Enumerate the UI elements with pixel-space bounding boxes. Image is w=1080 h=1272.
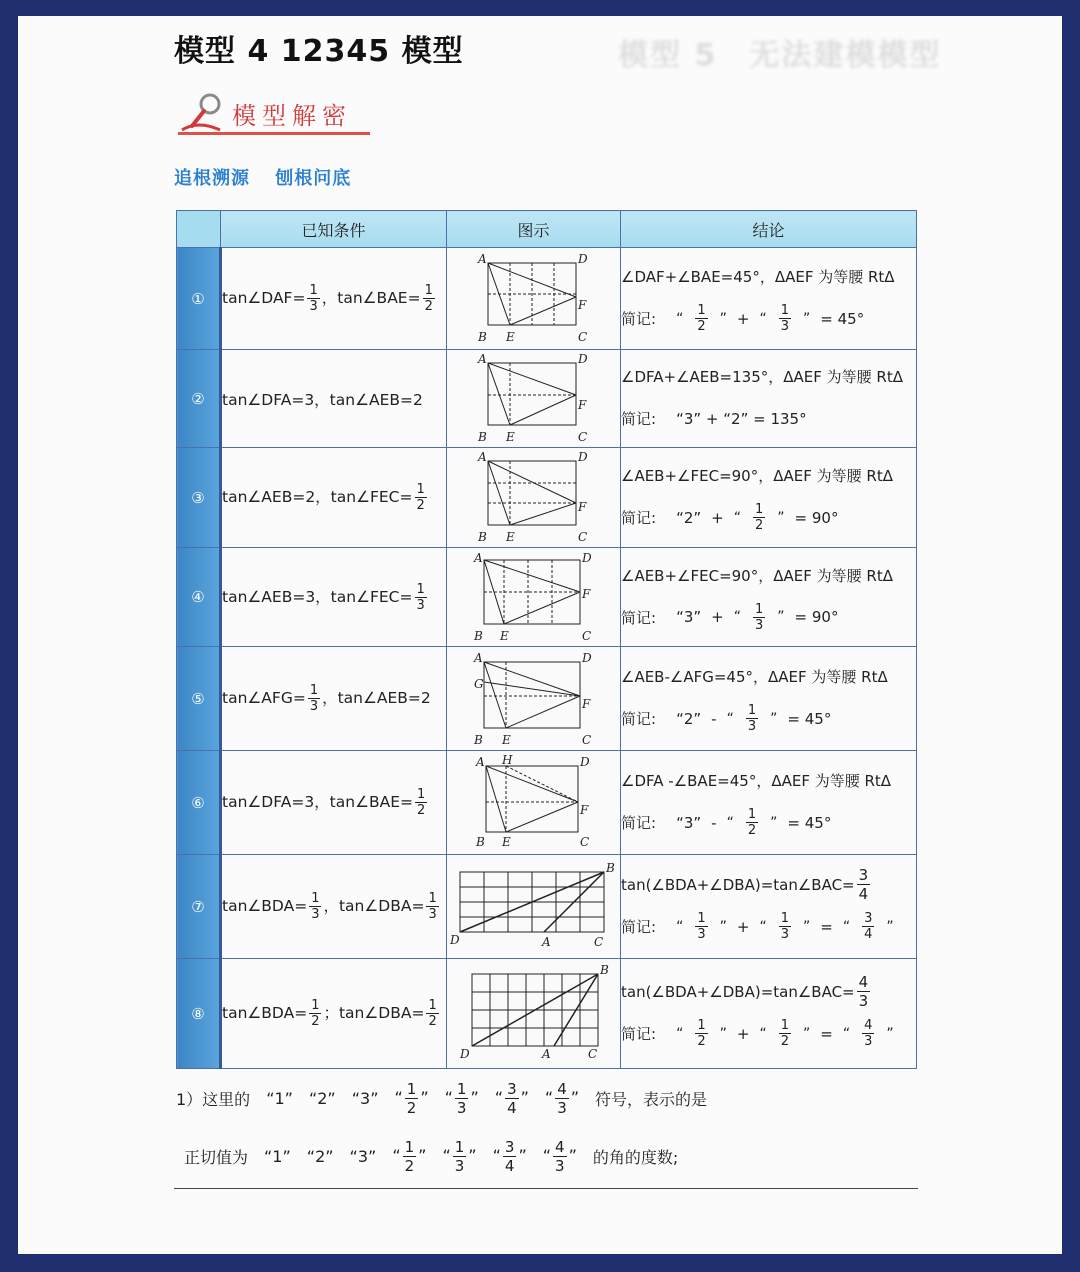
cond-fraction: $\frac{1}{3}$ [311, 891, 320, 922]
note-line: 简记: “2” + “ 1 2 ” = 90° [621, 502, 839, 533]
svg-text:B: B [477, 529, 487, 543]
row-condition [221, 647, 447, 751]
row-figure [447, 448, 621, 548]
svg-text:C: C [581, 629, 591, 642]
svg-text:A: A [477, 351, 487, 366]
row-number: ③ [177, 448, 221, 548]
magnifier-icon [180, 90, 230, 136]
svg-text:F: F [579, 802, 588, 817]
svg-text:H: H [501, 752, 512, 767]
row-conclusion [621, 959, 917, 1069]
note-op: + [736, 917, 750, 936]
note-fraction: 1 2 [697, 303, 706, 334]
table-row [177, 448, 917, 548]
conclusion-text: ∠AEB-∠AFG=45°，ΔAEF 为等腰 RtΔ [621, 668, 888, 686]
svg-text:E: E [499, 629, 509, 642]
cond-text: tan∠AEB=3，tan∠FEC= [222, 587, 413, 606]
row-figure [447, 548, 621, 647]
footnote-fraction: “ $\frac{4}{3}$ ” [544, 1080, 580, 1117]
row-conclusion [621, 350, 917, 448]
svg-text:B: B [599, 962, 609, 977]
footnote-term: “2” [308, 1089, 336, 1108]
note-label: 简记: [621, 1025, 657, 1043]
note-term: “3” [676, 813, 702, 832]
svg-text:A: A [541, 1046, 551, 1061]
note-line: 简记: “ 1 3 ” + “ 1 3 ” = “ 3 4 ” [621, 911, 894, 942]
cond-fraction: $\frac{1}{2}$ [428, 998, 437, 1029]
conclusion-text: ∠DFA+∠AEB=135°，ΔAEF 为等腰 RtΔ [621, 368, 903, 386]
section-badge [174, 88, 374, 144]
svg-text:G: G [473, 676, 484, 691]
note-fraction: 1 2 [755, 502, 764, 533]
cond-text: tan∠DBA= [338, 1004, 425, 1022]
svg-text:B: B [473, 732, 483, 746]
row-number: ② [177, 350, 221, 448]
badge-label: 模型解密 [232, 102, 352, 130]
svg-text:F: F [577, 397, 586, 412]
svg-text:C: C [577, 529, 587, 543]
note-result: = 45° [787, 813, 832, 832]
conclusion-fraction: $\frac{4}{3}$ [858, 973, 869, 1010]
svg-text:F: F [577, 499, 586, 514]
svg-text:B: B [605, 860, 615, 875]
note-label: 简记: [621, 608, 657, 627]
note-line: 简记: “3” - “ 1 2 ” = 45° [621, 807, 832, 838]
note-line [621, 397, 916, 441]
table-row [177, 350, 917, 448]
row-condition [221, 751, 447, 855]
svg-text:F: F [581, 587, 590, 601]
row-condition [221, 448, 447, 548]
svg-text:D: D [577, 251, 588, 266]
row-conclusion [621, 751, 917, 855]
note-fraction: 3 4 [864, 911, 873, 942]
footnote-term: “3” [351, 1089, 379, 1108]
note-label: 简记: [621, 814, 657, 832]
note-term: “2” [676, 508, 702, 527]
footnote-fraction: “ $\frac{4}{3}$ ” [542, 1138, 577, 1175]
conclusion-text: tan(∠BDA+∠DBA)=tan∠BAC= $\frac{3}{4}$ [621, 866, 869, 903]
row-figure [447, 350, 621, 448]
svg-text:E: E [505, 329, 515, 344]
svg-text:B: B [477, 429, 487, 443]
note-fraction: 1 3 [780, 303, 789, 334]
table-row [177, 248, 917, 350]
row-condition [221, 959, 447, 1069]
svg-text:F: F [577, 297, 586, 312]
svg-text:A: A [477, 449, 487, 464]
cond-text: tan∠DAF= [222, 289, 306, 307]
note-fraction: 1 2 [747, 807, 757, 838]
cond-fraction: $\frac{1}{3}$ [309, 683, 319, 714]
svg-text:D: D [579, 754, 590, 769]
cond-sep: ， [323, 897, 339, 915]
row-condition: tan∠DFA=3，tan∠AEB=2 [221, 350, 447, 448]
bleed-through-text: 模型 5 无法建模模型 [618, 38, 942, 73]
row-condition [221, 548, 447, 647]
header-conclusion: 结论 [621, 211, 917, 248]
row-conclusion [621, 448, 917, 548]
note-label: 简记: [621, 710, 657, 728]
note-label: 简记: [621, 310, 657, 328]
row-figure [447, 959, 621, 1069]
footnote-term: “3” [349, 1147, 377, 1166]
row-conclusion [621, 855, 917, 959]
svg-text:A: A [477, 251, 487, 266]
subtitle-a: 追根溯源 [174, 168, 250, 189]
row-number: ⑥ [177, 751, 221, 855]
note-fraction: 1 3 [780, 911, 789, 942]
geometry-figure [472, 548, 596, 642]
svg-text:E: E [501, 834, 511, 849]
footnote-fraction: “ $\frac{3}{4}$ ” [494, 1080, 529, 1117]
cond-fraction: $\frac{1}{2}$ [311, 998, 320, 1029]
cond-text: tan∠BDA= [222, 1004, 308, 1022]
svg-text:A: A [473, 551, 483, 565]
note-op: + [736, 309, 750, 328]
geometry-figure [474, 449, 594, 543]
conclusion-text: ∠DFA -∠BAE=45°，ΔAEF 为等腰 RtΔ [621, 772, 892, 790]
svg-text:F: F [581, 696, 590, 711]
footnote-line-2 [184, 1138, 678, 1175]
cond-sep: ， [322, 689, 338, 707]
conclusion-text: ∠AEB+∠FEC=90°，ΔAEF 为等腰 RtΔ [621, 467, 893, 485]
row-figure [447, 248, 621, 350]
conclusion-text: ∠DAF+∠BAE=45°，ΔAEF 为等腰 RtΔ [621, 268, 895, 286]
conclusion-text: tan(∠BDA+∠DBA)=tan∠BAC= $\frac{4}{3}$ [621, 973, 869, 1010]
note-fraction: 4 3 [864, 1018, 873, 1049]
header-blank [177, 211, 221, 248]
table-row [177, 959, 917, 1069]
table-row [177, 751, 917, 855]
row-figure [447, 855, 621, 959]
footnote-line-1 [176, 1080, 707, 1117]
footnote-prefix: 1）这里的 [176, 1090, 251, 1109]
cond-text: tan∠AEB=2，tan∠FEC= [222, 488, 413, 506]
geometry-figure [474, 249, 594, 345]
note-fraction: 1 3 [747, 703, 757, 734]
footnote-fraction: “ $\frac{1}{2}$ ” [394, 1080, 429, 1117]
cond-fraction: $\frac{1}{3}$ [309, 283, 318, 314]
geometry-figure [450, 962, 618, 1062]
note-fraction: 1 3 [697, 911, 706, 942]
cond-fraction: $\frac{1}{3}$ [416, 581, 425, 613]
table-row [177, 548, 917, 647]
cond-sep: ， [321, 289, 338, 307]
note-eq: = [820, 917, 833, 936]
note-result: = 90° [794, 608, 839, 626]
row-conclusion [621, 647, 917, 751]
geometry-figure [472, 648, 596, 746]
note-op: + [711, 508, 724, 527]
cond-text: tan∠DBA= [338, 897, 425, 915]
note-label: 简记: [621, 509, 657, 527]
note-result: = 45° [820, 309, 865, 328]
svg-text:B: B [475, 834, 485, 849]
note-op: + [736, 1024, 750, 1043]
note-result: = 45° [787, 709, 832, 728]
geometry-figure [474, 351, 594, 443]
footnote-prefix: 正切值为 [184, 1148, 249, 1167]
document-page [18, 16, 1062, 1254]
subtitle-b: 刨根问底 [275, 168, 352, 189]
page-title: 模型 4 12345 模型 [174, 34, 464, 69]
row-conclusion [621, 548, 917, 647]
header-figure: 图示 [447, 211, 621, 248]
note-label: 简记: [621, 410, 657, 428]
row-number: ⑤ [177, 647, 221, 751]
conclusion-text: ∠AEB+∠FEC=90°，ΔAEF 为等腰 RtΔ [621, 566, 893, 585]
footer-rule [174, 1188, 918, 1189]
footnote-fraction: “ $\frac{1}{3}$ ” [444, 1080, 479, 1117]
geometry-figure [472, 752, 596, 850]
row-number: ⑦ [177, 855, 221, 959]
badge-underline [178, 132, 370, 135]
cond-text: tan∠BDA= [222, 897, 308, 915]
row-figure [447, 751, 621, 855]
note-term: “3” [676, 608, 702, 626]
svg-text:B: B [473, 629, 483, 642]
svg-text:C: C [581, 732, 591, 746]
cond-text: tan∠AFG= [222, 689, 306, 707]
row-condition [221, 248, 447, 350]
note-label: 简记: [621, 918, 657, 936]
cond-text: tan∠AEB=2 [337, 689, 431, 707]
cond-fraction: $\frac{1}{2}$ [416, 482, 425, 513]
svg-text:C: C [579, 834, 589, 849]
svg-text:D: D [581, 650, 592, 665]
svg-text:C: C [577, 329, 587, 344]
table-row [177, 855, 917, 959]
table-header-row [177, 211, 917, 248]
svg-text:D: D [449, 932, 460, 947]
row-number: ① [177, 248, 221, 350]
note-line: 简记: “2” - “ 1 3 ” = 45° [621, 703, 832, 734]
footnote-term: “2” [306, 1147, 334, 1166]
footnote-suffix: 的角的度数; [592, 1148, 679, 1167]
footnote-fraction: “ $\frac{1}{2}$ ” [392, 1138, 427, 1175]
svg-text:A: A [473, 650, 483, 665]
svg-text:E: E [501, 732, 511, 746]
footnote-term: “1” [264, 1147, 291, 1166]
row-conclusion [621, 248, 917, 350]
subtitle [174, 164, 369, 190]
svg-text:E: E [505, 429, 515, 443]
note-line: 简记: “ 1 2 ” + “ 1 3 ” = 45° [621, 303, 865, 334]
footnote-fraction: “ $\frac{3}{4}$ ” [492, 1138, 527, 1175]
note-fraction: 1 2 [780, 1018, 789, 1049]
note-fraction: 1 2 [697, 1018, 706, 1049]
note-eq: = [820, 1024, 833, 1043]
svg-text:A: A [541, 934, 551, 949]
cond-fraction: $\frac{1}{2}$ [424, 283, 433, 314]
cond-fraction: $\frac{1}{2}$ [417, 787, 426, 818]
svg-text:C: C [577, 429, 587, 443]
svg-text:B: B [477, 329, 487, 344]
svg-text:D: D [577, 351, 588, 366]
svg-text:C: C [593, 934, 603, 949]
note-op: - [711, 709, 717, 728]
svg-text:E: E [505, 529, 515, 543]
svg-text:D: D [577, 449, 588, 464]
cond-fraction: $\frac{1}{3}$ [428, 891, 437, 922]
note-line: 简记: “ 1 2 ” + “ 1 2 ” = “ 4 3 ” [621, 1018, 894, 1049]
model-table [176, 210, 917, 1069]
conclusion-fraction: $\frac{3}{4}$ [858, 866, 869, 903]
note-text: “3” + “2” = 135° [676, 409, 807, 428]
row-figure [447, 647, 621, 751]
footnote-fraction: “ $\frac{1}{3}$ ” [442, 1138, 477, 1175]
svg-text:A: A [475, 754, 485, 769]
row-number: ④ [177, 548, 221, 647]
footnote-suffix: 符号，表示的是 [595, 1090, 708, 1109]
svg-text:C: C [587, 1046, 597, 1061]
row-number: ⑧ [177, 959, 221, 1069]
svg-text:D: D [459, 1046, 470, 1061]
note-result: = 90° [794, 508, 839, 527]
note-fraction: 1 3 [755, 601, 764, 633]
note-line: 简记: “3” + “ 1 3 ” = 90° [621, 601, 839, 633]
cond-sep: ； [323, 1004, 339, 1022]
header-condition: 已知条件 [221, 211, 447, 248]
note-op: + [711, 608, 724, 626]
note-term: “2” [676, 709, 702, 728]
footnote-term: “1” [266, 1089, 293, 1108]
cond-text: tan∠BAE= [337, 289, 421, 307]
row-condition [221, 855, 447, 959]
cond-text: tan∠DFA=3，tan∠BAE= [222, 793, 413, 811]
table-row [177, 647, 917, 751]
note-op: - [711, 813, 717, 832]
svg-text:D: D [581, 551, 592, 565]
geometry-figure [450, 860, 618, 950]
